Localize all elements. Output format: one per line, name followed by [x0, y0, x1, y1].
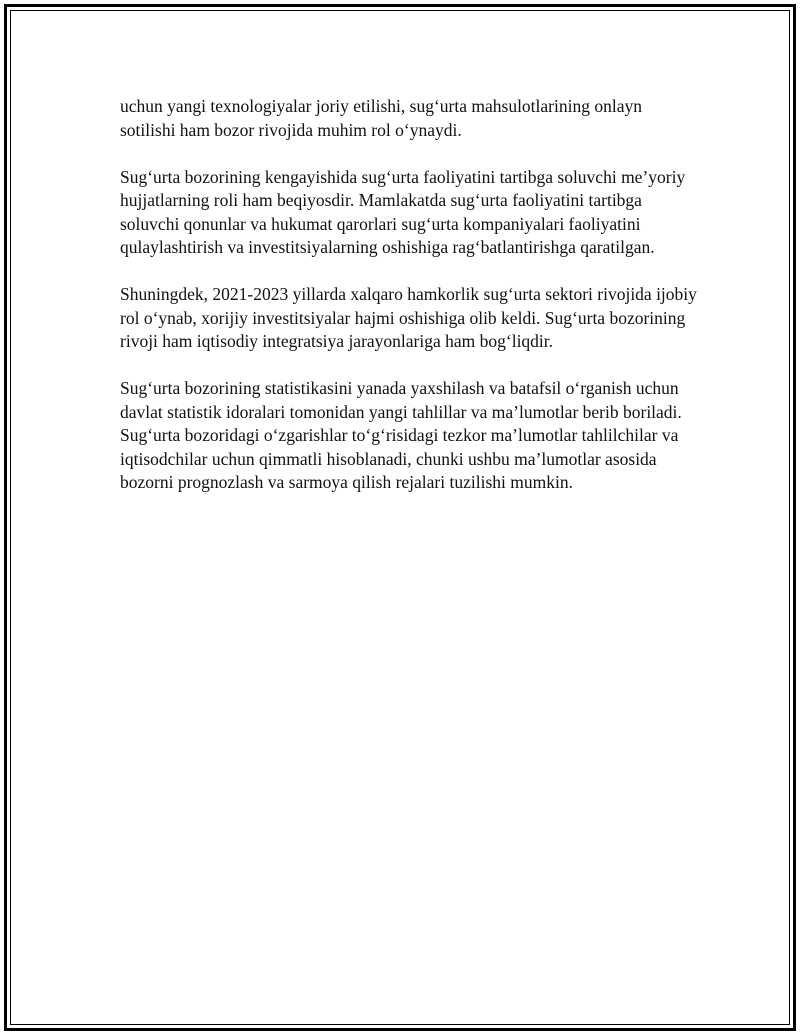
paragraph-2: Sugʻurta bozorining kengayishida sugʻurta faoliyatini tartibga soluvchi meʼyoriy hujjatlarning roli ham beqiyosdir. Mamlakatda sugʻurta faoliyatini tartibga soluvchi qonunlar va hukumat qarorlari sugʻurta kompaniyalari faoliyatini qulaylashtirish va investitsiyalarning oshishiga ragʻbatlantirishga qaratilgan. — [120, 166, 686, 257]
paragraph-4: Sugʻurta bozorining statistikasini yanada yaxshilash va batafsil oʻrganish uchun davlat statistik idoralari tomonidan yangi tahlillar va maʼlumotlar berib boriladi. Sugʻurta bozoridagi oʻzgarishlar toʻgʻrisidagi tezkor maʼlumotlar tahlilchilar va iqtisodchilar uchun qimmatli hisoblanadi, chunki ushbu maʼlumotlar asosida bozorni prognozlash va sarmoya qilish rejalari tuzilishi mumkin. — [120, 378, 682, 492]
page-border — [4, 4, 796, 1031]
paragraph-1: uchun yangi texnologiyalar joriy etilishi, sugʻurta mahsulotlarining onlayn sotilishi ham bozor rivojida muhim rol oʻynaydi. — [120, 96, 642, 140]
paragraph-3: Shuningdek, 2021-2023 yillarda xalqaro hamkorlik sugʻurta sektori rivojida ijobiy rol oʻynab, xorijiy investitsiyalar hajmi oshishiga olib keldi. Sugʻurta bozorining rivoji ham iqtisodiy integratsiya jarayonlariga ham bogʻliqdir. — [120, 284, 697, 351]
document-body — [120, 95, 700, 518]
